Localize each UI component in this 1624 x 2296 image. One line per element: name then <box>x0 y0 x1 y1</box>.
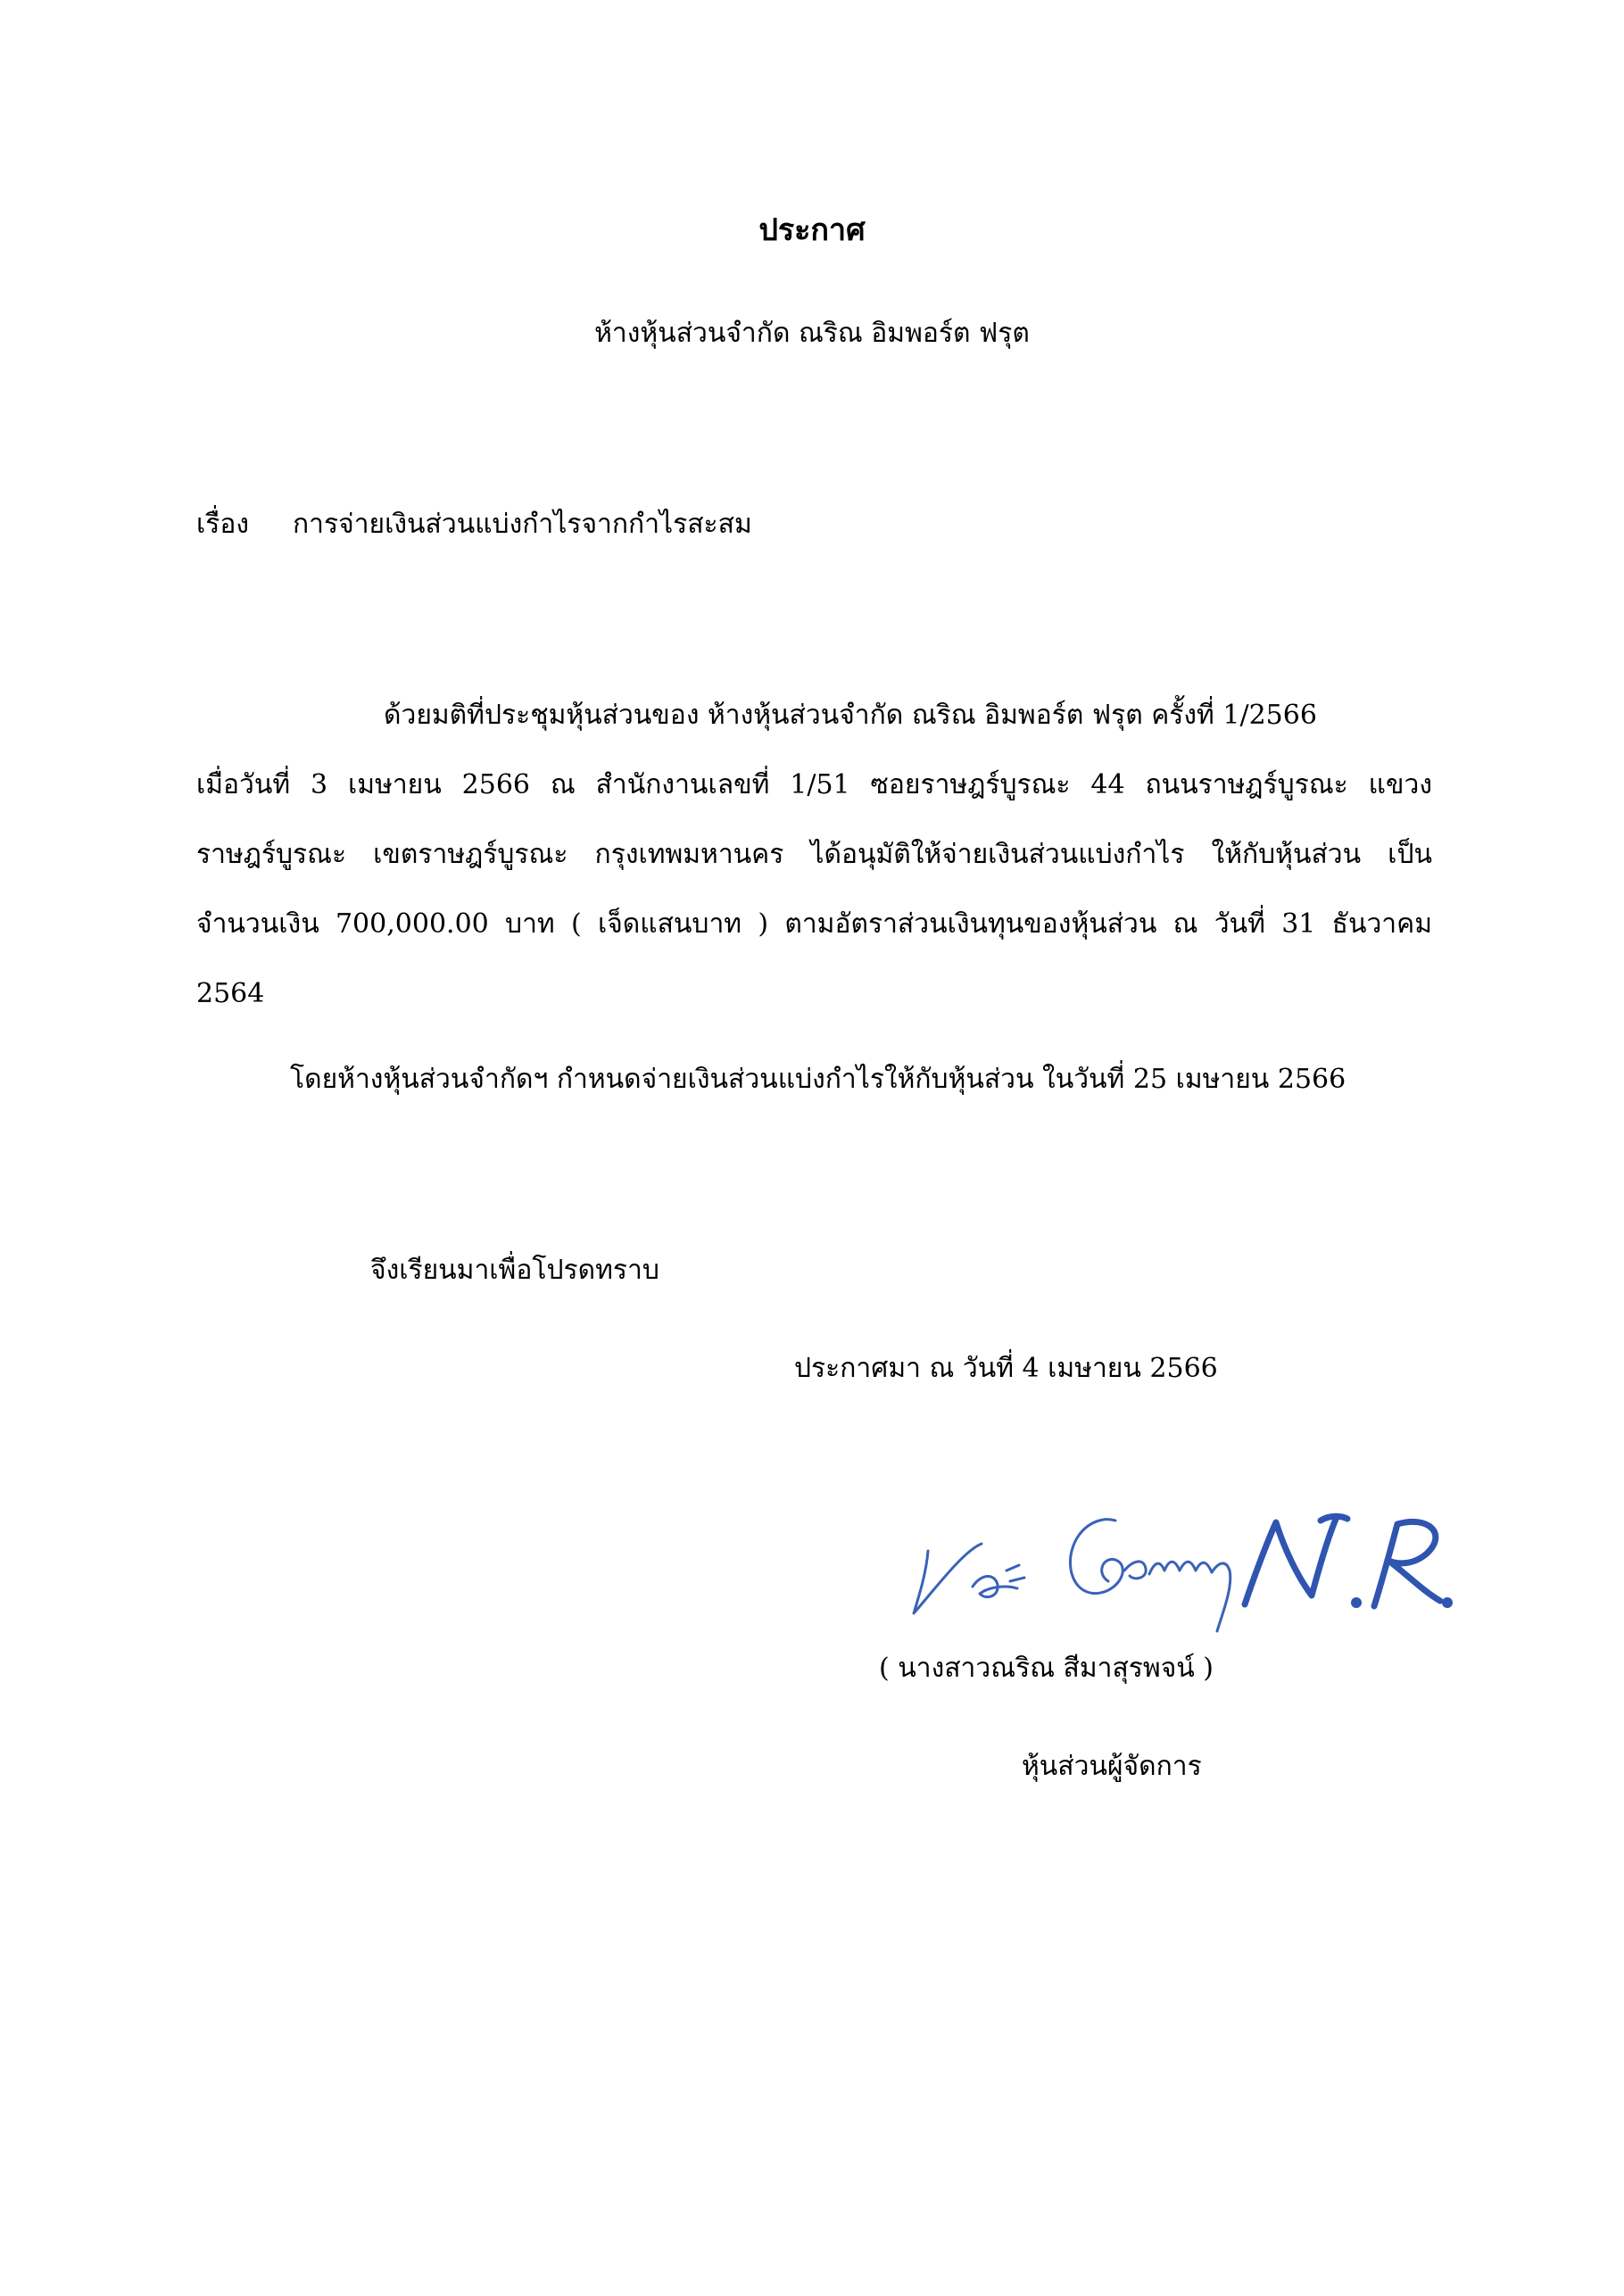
body-line: ด้วยมติที่ประชุมหุ้นส่วนของ ห้างหุ้นส่วนจำกัด ณริณ อิมพอร์ต ฟรุต ครั้งที่ 1/2566 <box>384 700 1317 731</box>
body-paragraph <box>196 698 1432 1046</box>
body-line: 2564 <box>196 978 265 1009</box>
body-line: จำนวนเงิน 700,000.00 บาท ( เจ็ดแสนบาท ) ตามอัตราส่วนเงินทุนของหุ้นส่วน ณ วันที่ 31 ธันวาคม <box>196 908 1432 940</box>
payment-paragraph: โดยห้างหุ้นส่วนจำกัดฯ กำหนดจ่ายเงินส่วนแบ่งกำไรให้กับหุ้นส่วน ในวันที่ 25 เมษายน 2566 <box>290 1064 1346 1095</box>
body-line: ราษฎร์บูรณะ เขตราษฎร์บูรณะ กรุงเทพมหานคร ได้อนุมัติให้จ่ายเงินส่วนแบ่งกำไร ให้กับหุ้นส่วน เป็น <box>196 839 1432 870</box>
signer-title: หุ้นส่วนผู้จัดการ <box>1022 1751 1202 1782</box>
closing-text: จึงเรียนมาเพื่อโปรดทราบ <box>370 1255 659 1286</box>
subject-label: เรื่อง <box>196 509 250 540</box>
body-line: เมื่อวันที่ 3 เมษายน 2566 ณ สำนักงานเลขที่ 1/51 ซอยราษฎร์บูรณะ 44 ถนนราษฎร์บูรณะ แขวง <box>196 769 1432 800</box>
signature <box>901 1488 1454 1640</box>
document-title: ประกาศ <box>758 212 866 248</box>
announce-date: ประกาศมา ณ วันที่ 4 เมษายน 2566 <box>794 1353 1218 1384</box>
signer-name: ( นางสาวณริณ สีมาสุรพจน์ ) <box>879 1653 1214 1684</box>
company-name: ห้างหุ้นส่วนจำกัด ณริณ อิมพอร์ต ฟรุต <box>594 318 1030 349</box>
subject-text: การจ่ายเงินส่วนแบ่งกำไรจากกำไรสะสม <box>293 509 752 540</box>
